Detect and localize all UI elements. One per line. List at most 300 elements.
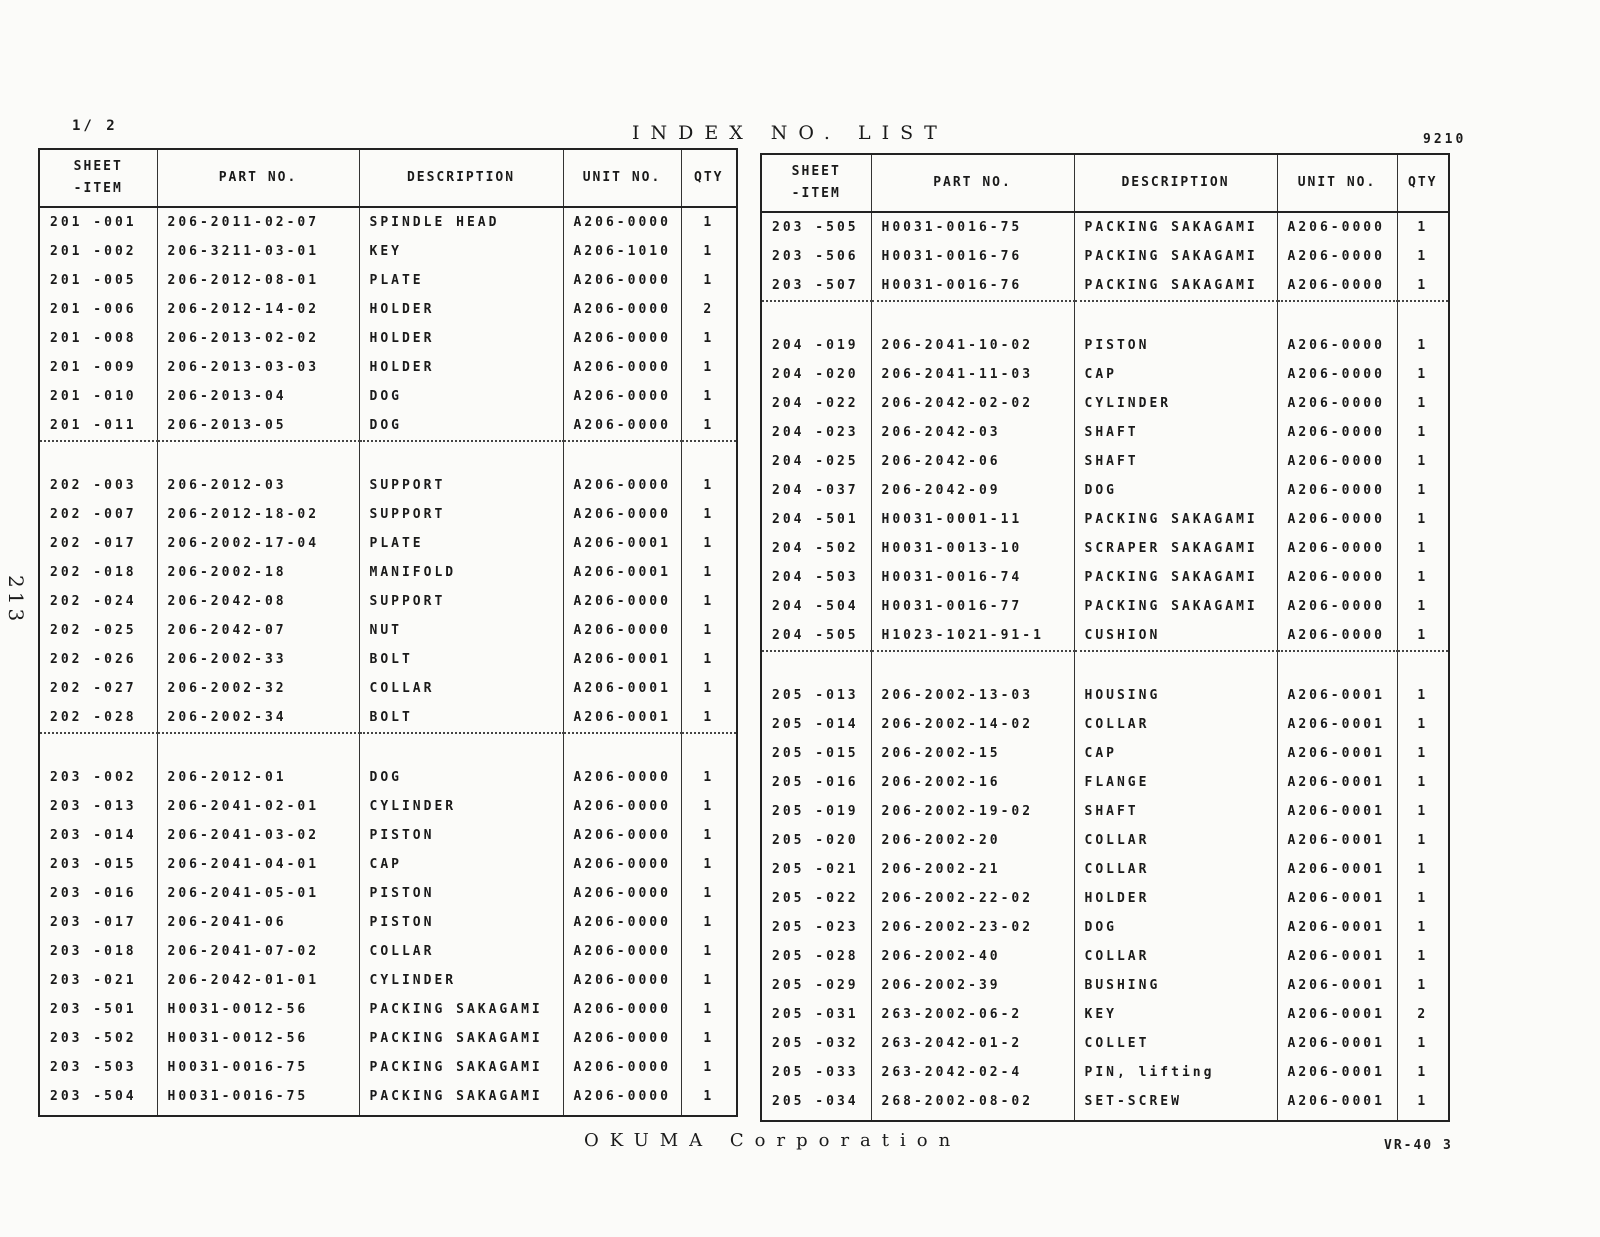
table-row — [39, 674, 737, 703]
cell-part-no: 268-2002-08-02 — [871, 1087, 1074, 1121]
table-row — [761, 1058, 1449, 1087]
cell-qty: 1 — [681, 529, 737, 558]
cell-qty: 1 — [681, 207, 737, 237]
table-row — [761, 212, 1449, 242]
cell-description: CYLINDER — [359, 792, 563, 821]
table-row — [39, 411, 737, 441]
table-row — [761, 710, 1449, 739]
cell-unit-no: A206-0000 — [563, 763, 681, 792]
cell-part-no: H0031-0016-75 — [871, 212, 1074, 242]
cell-sheet-item: 205 -019 — [772, 804, 859, 819]
cell-sheet-item: 202 -003 — [50, 478, 137, 493]
table-row — [39, 529, 737, 558]
cell-qty: 1 — [1397, 331, 1449, 360]
cell-sheet-item: 204 -025 — [772, 454, 859, 469]
cell-sheet-item: 203 -017 — [50, 915, 137, 930]
cell-part-no: 206-2041-03-02 — [157, 821, 359, 850]
cell-qty: 1 — [681, 471, 737, 500]
cell-unit-no: A206-0001 — [1277, 739, 1397, 768]
table-row — [761, 418, 1449, 447]
cell-sheet-item: 205 -034 — [772, 1094, 859, 1109]
cell-qty — [1397, 651, 1449, 681]
header-unit-no: UNIT NO. — [563, 149, 681, 207]
cell-sheet-item: 203 -016 — [50, 886, 137, 901]
cell-part-no: 206-2002-34 — [157, 703, 359, 733]
table-row — [761, 447, 1449, 476]
cell-qty: 1 — [681, 792, 737, 821]
cell-qty: 1 — [1397, 389, 1449, 418]
cell-description: COLLET — [1074, 1029, 1277, 1058]
header-sheet-item: SHEET -ITEM — [761, 154, 871, 212]
cell-description: PISTON — [359, 879, 563, 908]
cell-qty: 1 — [1397, 360, 1449, 389]
cell-part-no: 206-2012-08-01 — [157, 266, 359, 295]
cell-description: HOLDER — [1074, 884, 1277, 913]
cell-description: BOLT — [359, 703, 563, 733]
cell-qty: 1 — [681, 645, 737, 674]
cell-part-no: 206-2042-09 — [871, 476, 1074, 505]
cell-qty: 1 — [681, 763, 737, 792]
cell-qty — [1397, 301, 1449, 331]
cell-description: COLLAR — [1074, 855, 1277, 884]
header-part-no: PART NO. — [871, 154, 1074, 212]
cell-sheet-item: 204 -022 — [772, 396, 859, 411]
table-row — [761, 942, 1449, 971]
cell-qty: 1 — [681, 1024, 737, 1053]
cell-part-no: 206-2012-01 — [157, 763, 359, 792]
right-header-row — [761, 154, 1449, 212]
cell-sheet-item: 205 -021 — [772, 862, 859, 877]
cell-description: KEY — [359, 237, 563, 266]
cell-description: SET-SCREW — [1074, 1087, 1277, 1121]
cell-sheet-item: 202 -017 — [50, 536, 137, 551]
cell-description: PISTON — [359, 908, 563, 937]
cell-description: SUPPORT — [359, 471, 563, 500]
cell-qty: 1 — [681, 587, 737, 616]
cell-qty: 1 — [1397, 942, 1449, 971]
cell-sheet-item: 204 -502 — [772, 541, 859, 556]
table-row — [761, 621, 1449, 651]
cell-qty: 1 — [681, 674, 737, 703]
cell-part-no: H0031-0013-10 — [871, 534, 1074, 563]
cell-unit-no: A206-0001 — [563, 703, 681, 733]
header-description: DESCRIPTION — [359, 149, 563, 207]
cell-part-no: 206-2012-18-02 — [157, 500, 359, 529]
table-row — [761, 563, 1449, 592]
cell-sheet-item: 201 -006 — [50, 302, 137, 317]
cell-qty: 1 — [681, 1082, 737, 1116]
cell-qty: 1 — [1397, 1058, 1449, 1087]
cell-description: KEY — [1074, 1000, 1277, 1029]
cell-sheet-item: 204 -019 — [772, 338, 859, 353]
footer-company: OKUMA Corporation — [584, 1130, 962, 1151]
cell-unit-no: A206-0000 — [1277, 389, 1397, 418]
table-row — [39, 207, 737, 237]
table-row — [39, 1053, 737, 1082]
table-row — [39, 587, 737, 616]
cell-description: PACKING SAKAGAMI — [359, 1053, 563, 1082]
cell-part-no: 206-3211-03-01 — [157, 237, 359, 266]
cell-description: HOLDER — [359, 353, 563, 382]
cell-part-no: 206-2041-04-01 — [157, 850, 359, 879]
cell-sheet-item: 205 -023 — [772, 920, 859, 935]
table-row — [39, 879, 737, 908]
cell-unit-no: A206-0001 — [563, 674, 681, 703]
cell-unit-no — [1277, 651, 1397, 681]
table-row — [39, 382, 737, 411]
header-sheet-item: SHEET -ITEM — [39, 149, 157, 207]
cell-qty: 1 — [1397, 913, 1449, 942]
cell-unit-no: A206-0000 — [563, 587, 681, 616]
cell-sheet-item: 203 -505 — [772, 220, 859, 235]
cell-part-no: 263-2002-06-2 — [871, 1000, 1074, 1029]
cell-description: MANIFOLD — [359, 558, 563, 587]
table-row — [761, 826, 1449, 855]
table-row — [39, 295, 737, 324]
cell-part-no: 206-2002-21 — [871, 855, 1074, 884]
cell-unit-no: A206-0000 — [1277, 621, 1397, 651]
table-row — [39, 1082, 737, 1116]
cell-sheet-item: 203 -501 — [50, 1002, 137, 1017]
table-row — [39, 616, 737, 645]
table-row — [39, 266, 737, 295]
cell-description: DOG — [1074, 476, 1277, 505]
cell-description: SHAFT — [1074, 447, 1277, 476]
cell-description: PISTON — [359, 821, 563, 850]
cell-part-no: H0031-0001-11 — [871, 505, 1074, 534]
table-row — [39, 645, 737, 674]
cell-part-no — [157, 441, 359, 471]
table-row — [761, 1087, 1449, 1121]
cell-sheet-item: 201 -009 — [50, 360, 137, 375]
cell-qty: 1 — [1397, 971, 1449, 1000]
cell-part-no — [157, 733, 359, 763]
cell-description — [359, 733, 563, 763]
cell-description: HOLDER — [359, 324, 563, 353]
cell-sheet-item: 203 -014 — [50, 828, 137, 843]
cell-part-no: 206-2042-03 — [871, 418, 1074, 447]
cell-sheet-item: 201 -008 — [50, 331, 137, 346]
cell-part-no: 263-2042-01-2 — [871, 1029, 1074, 1058]
cell-unit-no: A206-0000 — [1277, 271, 1397, 301]
table-row — [761, 505, 1449, 534]
cell-part-no — [871, 301, 1074, 331]
cell-unit-no: A206-0000 — [563, 879, 681, 908]
cell-description: PLATE — [359, 266, 563, 295]
cell-part-no: 206-2012-14-02 — [157, 295, 359, 324]
cell-description: CAP — [1074, 360, 1277, 389]
table-row — [39, 937, 737, 966]
cell-qty: 1 — [681, 821, 737, 850]
table-row — [39, 558, 737, 587]
left-index-table — [38, 148, 738, 1117]
cell-part-no: H0031-0012-56 — [157, 995, 359, 1024]
cell-unit-no: A206-0000 — [1277, 212, 1397, 242]
cell-unit-no: A206-0000 — [563, 1053, 681, 1082]
cell-qty: 2 — [1397, 1000, 1449, 1029]
cell-qty: 1 — [1397, 271, 1449, 301]
cell-sheet-item: 204 -504 — [772, 599, 859, 614]
table-row — [39, 850, 737, 879]
cell-sheet-item: 205 -014 — [772, 717, 859, 732]
cell-qty: 1 — [1397, 476, 1449, 505]
cell-unit-no: A206-0000 — [1277, 242, 1397, 271]
cell-description: COLLAR — [1074, 826, 1277, 855]
cell-description: PACKING SAKAGAMI — [1074, 563, 1277, 592]
cell-description: PACKING SAKAGAMI — [1074, 212, 1277, 242]
footer-model: VR-40 3 — [1384, 1138, 1453, 1153]
table-row — [39, 471, 737, 500]
cell-part-no: 206-2002-14-02 — [871, 710, 1074, 739]
cell-unit-no: A206-0001 — [1277, 855, 1397, 884]
cell-sheet-item: 204 -503 — [772, 570, 859, 585]
cell-part-no: H0031-0016-74 — [871, 563, 1074, 592]
cell-unit-no: A206-0000 — [563, 266, 681, 295]
cell-unit-no: A206-0000 — [563, 1024, 681, 1053]
cell-part-no: 206-2011-02-07 — [157, 207, 359, 237]
cell-description: SHAFT — [1074, 418, 1277, 447]
cell-sheet-item: 203 -502 — [50, 1031, 137, 1046]
cell-part-no: H0031-0016-76 — [871, 271, 1074, 301]
cell-unit-no: A206-0001 — [1277, 797, 1397, 826]
cell-description: DOG — [359, 382, 563, 411]
cell-qty: 1 — [1397, 418, 1449, 447]
cell-unit-no: A206-0001 — [1277, 1029, 1397, 1058]
cell-sheet-item — [39, 733, 157, 763]
cell-unit-no: A206-0000 — [1277, 360, 1397, 389]
cell-sheet-item: 205 -015 — [772, 746, 859, 761]
cell-unit-no: A206-0000 — [1277, 331, 1397, 360]
cell-part-no: 206-2041-02-01 — [157, 792, 359, 821]
cell-unit-no — [1277, 301, 1397, 331]
cell-unit-no: A206-0000 — [563, 207, 681, 237]
table-row — [39, 353, 737, 382]
table-row — [39, 324, 737, 353]
cell-qty: 1 — [1397, 826, 1449, 855]
cell-part-no: H0031-0016-75 — [157, 1082, 359, 1116]
cell-qty: 1 — [681, 703, 737, 733]
cell-unit-no: A206-0000 — [563, 850, 681, 879]
cell-unit-no: A206-0000 — [1277, 534, 1397, 563]
cell-unit-no: A206-0000 — [563, 353, 681, 382]
table-row — [39, 908, 737, 937]
cell-part-no: 206-2002-22-02 — [871, 884, 1074, 913]
cell-sheet-item: 205 -022 — [772, 891, 859, 906]
cell-sheet-item: 204 -505 — [761, 621, 871, 651]
cell-unit-no: A206-0000 — [1277, 505, 1397, 534]
cell-part-no: 206-2002-16 — [871, 768, 1074, 797]
header-unit-no: UNIT NO. — [1277, 154, 1397, 212]
table-row — [761, 971, 1449, 1000]
cell-description: CAP — [1074, 739, 1277, 768]
cell-qty: 1 — [681, 616, 737, 645]
cell-sheet-item: 202 -018 — [50, 565, 137, 580]
cell-sheet-item: 203 -503 — [50, 1060, 137, 1075]
header-qty: QTY — [1397, 154, 1449, 212]
cell-qty: 1 — [1397, 884, 1449, 913]
cell-qty: 1 — [1397, 797, 1449, 826]
table-row — [761, 913, 1449, 942]
cell-part-no: 206-2041-11-03 — [871, 360, 1074, 389]
cell-sheet-item: 205 -031 — [772, 1007, 859, 1022]
cell-part-no: 206-2002-20 — [871, 826, 1074, 855]
cell-unit-no: A206-0001 — [1277, 971, 1397, 1000]
cell-sheet-item: 204 -037 — [772, 483, 859, 498]
cell-description: CUSHION — [1074, 621, 1277, 651]
page-title: INDEX NO. LIST — [632, 122, 948, 144]
table-row — [761, 884, 1449, 913]
table-row — [761, 739, 1449, 768]
cell-qty: 1 — [681, 937, 737, 966]
table-row — [761, 855, 1449, 884]
cell-qty: 1 — [1397, 1029, 1449, 1058]
cell-sheet-item: 204 -501 — [772, 512, 859, 527]
cell-unit-no: A206-0000 — [563, 937, 681, 966]
cell-unit-no: A206-0000 — [563, 966, 681, 995]
cell-unit-no: A206-0000 — [563, 908, 681, 937]
cell-description: SHAFT — [1074, 797, 1277, 826]
right-index-table — [760, 153, 1450, 1122]
cell-sheet-item: 202 -026 — [50, 652, 137, 667]
cell-sheet-item: 205 -033 — [772, 1065, 859, 1080]
cell-sheet-item: 203 -013 — [50, 799, 137, 814]
cell-part-no: H0031-0016-77 — [871, 592, 1074, 621]
page-fraction: 1/ 2 — [72, 118, 118, 134]
cell-description: PACKING SAKAGAMI — [359, 1082, 563, 1116]
cell-sheet-item: 204 -023 — [772, 425, 859, 440]
cell-part-no: 206-2042-07 — [157, 616, 359, 645]
cell-description: PISTON — [1074, 331, 1277, 360]
cell-unit-no — [563, 733, 681, 763]
cell-part-no: 206-2013-05 — [157, 411, 359, 441]
cell-sheet-item: 203 -507 — [761, 271, 871, 301]
cell-sheet-item: 201 -005 — [50, 273, 137, 288]
cell-description: DOG — [1074, 913, 1277, 942]
cell-unit-no: A206-0001 — [1277, 942, 1397, 971]
cell-qty — [681, 733, 737, 763]
cell-unit-no: A206-0000 — [1277, 418, 1397, 447]
cell-qty: 1 — [681, 382, 737, 411]
cell-sheet-item: 203 -506 — [772, 249, 859, 264]
cell-part-no: 206-2002-39 — [871, 971, 1074, 1000]
table-row — [39, 966, 737, 995]
cell-description — [359, 441, 563, 471]
cell-sheet-item: 205 -020 — [772, 833, 859, 848]
cell-qty: 1 — [681, 353, 737, 382]
cell-qty: 1 — [681, 879, 737, 908]
cell-description: SUPPORT — [359, 587, 563, 616]
cell-unit-no: A206-0000 — [563, 792, 681, 821]
cell-unit-no: A206-0000 — [563, 616, 681, 645]
cell-qty: 1 — [681, 966, 737, 995]
cell-description: PLATE — [359, 529, 563, 558]
cell-sheet-item: 205 -029 — [772, 978, 859, 993]
cell-sheet-item: 205 -016 — [772, 775, 859, 790]
cell-sheet-item: 204 -020 — [772, 367, 859, 382]
cell-unit-no: A206-0001 — [563, 529, 681, 558]
cell-qty: 1 — [1397, 563, 1449, 592]
table-row — [761, 301, 1449, 331]
header-part-no: PART NO. — [157, 149, 359, 207]
cell-sheet-item: 202 -028 — [39, 703, 157, 733]
cell-sheet-item: 202 -025 — [50, 623, 137, 638]
cell-qty: 1 — [1397, 681, 1449, 710]
cell-description: COLLAR — [359, 674, 563, 703]
cell-qty: 1 — [681, 237, 737, 266]
cell-sheet-item: 202 -007 — [50, 507, 137, 522]
cell-description: PACKING SAKAGAMI — [359, 995, 563, 1024]
cell-unit-no: A206-0001 — [1277, 1087, 1397, 1121]
cell-qty: 1 — [681, 850, 737, 879]
cell-part-no: 206-2002-17-04 — [157, 529, 359, 558]
cell-part-no: 206-2041-05-01 — [157, 879, 359, 908]
cell-unit-no: A206-0001 — [1277, 913, 1397, 942]
cell-sheet-item: 202 -024 — [50, 594, 137, 609]
cell-unit-no: A206-0000 — [1277, 447, 1397, 476]
table-row — [761, 271, 1449, 301]
cell-part-no: 206-2002-18 — [157, 558, 359, 587]
cell-part-no: 206-2012-03 — [157, 471, 359, 500]
cell-sheet-item — [39, 441, 157, 471]
table-row — [761, 331, 1449, 360]
cell-sheet-item: 205 -013 — [772, 688, 859, 703]
cell-part-no — [871, 651, 1074, 681]
cell-unit-no: A206-0000 — [563, 471, 681, 500]
cell-part-no: 206-2013-02-02 — [157, 324, 359, 353]
cell-description: COLLAR — [1074, 710, 1277, 739]
cell-qty: 1 — [681, 558, 737, 587]
cell-part-no: 206-2002-40 — [871, 942, 1074, 971]
header-qty: QTY — [681, 149, 737, 207]
cell-part-no: 206-2013-04 — [157, 382, 359, 411]
cell-qty: 1 — [1397, 242, 1449, 271]
cell-unit-no: A206-0000 — [563, 382, 681, 411]
table-row — [39, 821, 737, 850]
cell-qty: 1 — [1397, 739, 1449, 768]
cell-description: COLLAR — [1074, 942, 1277, 971]
cell-qty: 1 — [681, 908, 737, 937]
cell-sheet-item: 203 -018 — [50, 944, 137, 959]
table-row — [39, 995, 737, 1024]
cell-part-no: H0031-0016-75 — [157, 1053, 359, 1082]
cell-description: BOLT — [359, 645, 563, 674]
table-row — [39, 792, 737, 821]
cell-part-no: 206-2042-08 — [157, 587, 359, 616]
cell-description: PIN, lifting — [1074, 1058, 1277, 1087]
cell-qty: 1 — [1397, 534, 1449, 563]
cell-part-no: 206-2002-23-02 — [871, 913, 1074, 942]
cell-description: COLLAR — [359, 937, 563, 966]
table-row — [761, 1029, 1449, 1058]
cell-qty: 1 — [1397, 621, 1449, 651]
cell-sheet-item: 201 -010 — [50, 389, 137, 404]
side-page-number: 213 — [4, 575, 28, 626]
table-row — [761, 389, 1449, 418]
cell-sheet-item — [761, 651, 871, 681]
cell-description: PACKING SAKAGAMI — [1074, 271, 1277, 301]
cell-sheet-item — [761, 301, 871, 331]
cell-part-no: 206-2041-07-02 — [157, 937, 359, 966]
cell-unit-no: A206-0001 — [1277, 826, 1397, 855]
cell-part-no: 206-2041-06 — [157, 908, 359, 937]
table-row — [761, 681, 1449, 710]
cell-sheet-item: 203 -015 — [50, 857, 137, 872]
cell-qty: 1 — [1397, 710, 1449, 739]
table-row — [761, 1000, 1449, 1029]
table-row — [761, 360, 1449, 389]
cell-description: FLANGE — [1074, 768, 1277, 797]
cell-part-no: 206-2002-33 — [157, 645, 359, 674]
